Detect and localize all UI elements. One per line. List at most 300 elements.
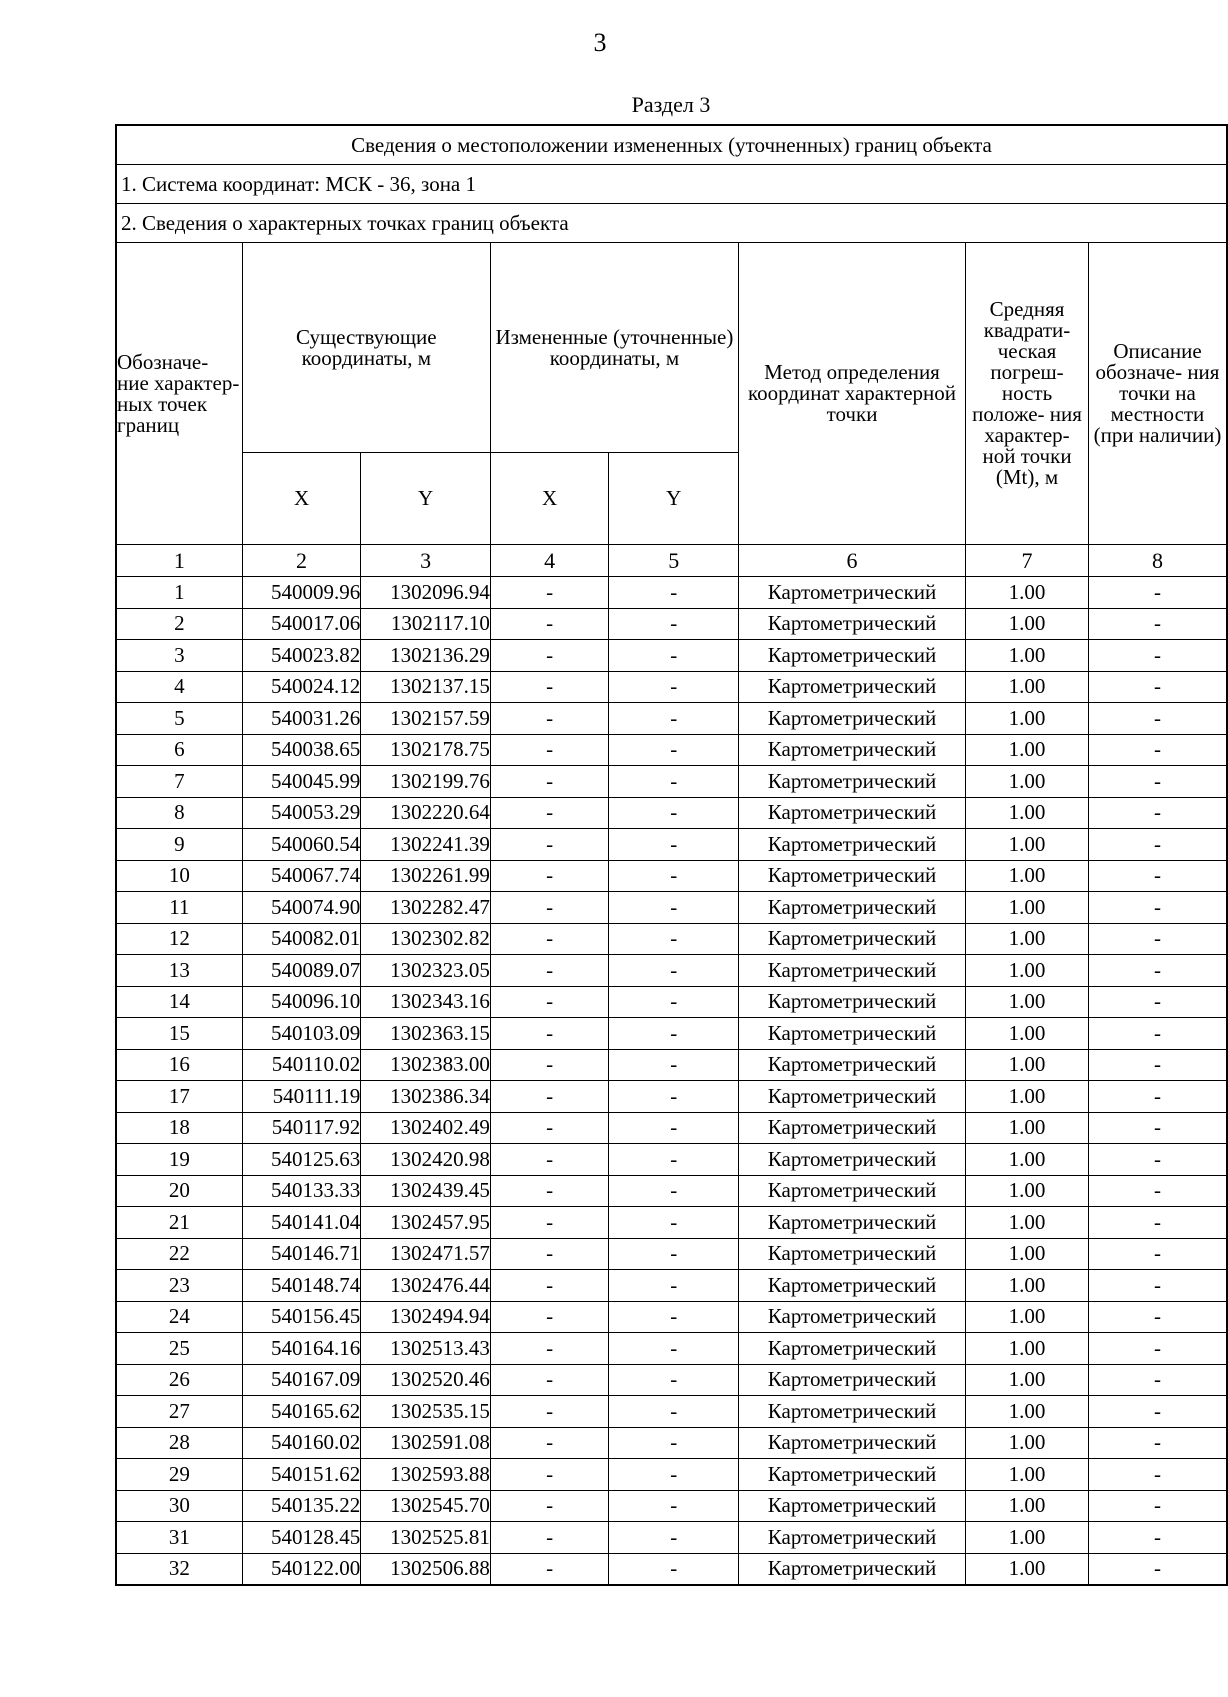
cell-description: - <box>1088 1112 1227 1144</box>
cell-changed-y: - <box>609 892 739 924</box>
cell-existing-y: 1302476.44 <box>361 1270 491 1302</box>
header-method: Метод определения координат характерной точки <box>738 243 965 545</box>
cell-changed-y: - <box>609 1301 739 1333</box>
cell-existing-x: 540082.01 <box>242 923 361 955</box>
cell-method: Картометрический <box>738 1049 965 1081</box>
cell-existing-y: 1302420.98 <box>361 1144 491 1176</box>
table-row <box>116 1144 1227 1176</box>
cell-existing-y: 1302136.29 <box>361 640 491 672</box>
table-row <box>116 1081 1227 1113</box>
cell-mean-error: 1.00 <box>966 577 1089 609</box>
section-title: Раздел 3 <box>631 92 711 117</box>
header-designation: Обозначе- ние характер- ных точек границ <box>116 243 242 545</box>
cell-point-number: 28 <box>116 1427 242 1459</box>
cell-mean-error: 1.00 <box>966 1238 1089 1270</box>
cell-changed-y: - <box>609 608 739 640</box>
cell-changed-x: - <box>490 860 609 892</box>
cell-point-number: 24 <box>116 1301 242 1333</box>
cell-changed-x: - <box>490 1049 609 1081</box>
cell-method: Картометрический <box>738 1522 965 1554</box>
cell-existing-y: 1302593.88 <box>361 1459 491 1491</box>
cell-method: Картометрический <box>738 1490 965 1522</box>
cell-description: - <box>1088 1175 1227 1207</box>
cell-existing-y: 1302302.82 <box>361 923 491 955</box>
table-row <box>116 703 1227 735</box>
cell-method: Картометрический <box>738 860 965 892</box>
table-row <box>116 1459 1227 1491</box>
cell-existing-x: 540148.74 <box>242 1270 361 1302</box>
cell-existing-y: 1302178.75 <box>361 734 491 766</box>
cell-changed-x: - <box>490 703 609 735</box>
cell-changed-y: - <box>609 671 739 703</box>
cell-method: Картометрический <box>738 829 965 861</box>
page-number: 3 <box>593 28 607 57</box>
table-row <box>116 955 1227 987</box>
cell-existing-x: 540024.12 <box>242 671 361 703</box>
cell-changed-x: - <box>490 671 609 703</box>
cell-existing-x: 540110.02 <box>242 1049 361 1081</box>
cell-mean-error: 1.00 <box>966 1270 1089 1302</box>
cell-changed-y: - <box>609 1049 739 1081</box>
column-number: 3 <box>361 545 491 577</box>
cell-point-number: 6 <box>116 734 242 766</box>
cell-point-number: 13 <box>116 955 242 987</box>
cell-description: - <box>1088 1049 1227 1081</box>
table-row <box>116 671 1227 703</box>
cell-point-number: 2 <box>116 608 242 640</box>
cell-method: Картометрический <box>738 955 965 987</box>
cell-mean-error: 1.00 <box>966 1207 1089 1239</box>
table-row <box>116 892 1227 924</box>
column-number: 1 <box>116 545 242 577</box>
cell-method: Картометрический <box>738 1427 965 1459</box>
cell-changed-x: - <box>490 1522 609 1554</box>
cell-existing-x: 540133.33 <box>242 1175 361 1207</box>
cell-changed-y: - <box>609 955 739 987</box>
cell-description: - <box>1088 1522 1227 1554</box>
cell-existing-y: 1302323.05 <box>361 955 491 987</box>
cell-changed-x: - <box>490 734 609 766</box>
cell-mean-error: 1.00 <box>966 1144 1089 1176</box>
cell-method: Картометрический <box>738 1364 965 1396</box>
cell-changed-y: - <box>609 734 739 766</box>
cell-existing-y: 1302096.94 <box>361 577 491 609</box>
header-changed-coords: Измененные (уточненные) координаты, м <box>490 243 738 453</box>
cell-existing-x: 540135.22 <box>242 1490 361 1522</box>
cell-existing-x: 540160.02 <box>242 1427 361 1459</box>
cell-description: - <box>1088 986 1227 1018</box>
table-row <box>116 640 1227 672</box>
cell-method: Картометрический <box>738 986 965 1018</box>
cell-mean-error: 1.00 <box>966 671 1089 703</box>
cell-existing-y: 1302220.64 <box>361 797 491 829</box>
cell-changed-x: - <box>490 797 609 829</box>
cell-changed-y: - <box>609 860 739 892</box>
cell-point-number: 31 <box>116 1522 242 1554</box>
cell-point-number: 27 <box>116 1396 242 1428</box>
cell-existing-x: 540017.06 <box>242 608 361 640</box>
cell-existing-x: 540164.16 <box>242 1333 361 1365</box>
cell-changed-y: - <box>609 1490 739 1522</box>
cell-description: - <box>1088 860 1227 892</box>
cell-changed-x: - <box>490 766 609 798</box>
cell-description: - <box>1088 1301 1227 1333</box>
cell-description: - <box>1088 577 1227 609</box>
cell-mean-error: 1.00 <box>966 892 1089 924</box>
cell-point-number: 18 <box>116 1112 242 1144</box>
cell-mean-error: 1.00 <box>966 1301 1089 1333</box>
column-number: 7 <box>966 545 1089 577</box>
cell-description: - <box>1088 608 1227 640</box>
cell-mean-error: 1.00 <box>966 797 1089 829</box>
cell-point-number: 26 <box>116 1364 242 1396</box>
cell-point-number: 4 <box>116 671 242 703</box>
cell-method: Картометрический <box>738 608 965 640</box>
cell-description: - <box>1088 797 1227 829</box>
cell-changed-y: - <box>609 1175 739 1207</box>
cell-changed-x: - <box>490 923 609 955</box>
cell-existing-y: 1302241.39 <box>361 829 491 861</box>
cell-method: Картометрический <box>738 892 965 924</box>
cell-description: - <box>1088 1333 1227 1365</box>
table-row <box>116 829 1227 861</box>
table-row <box>116 1207 1227 1239</box>
cell-mean-error: 1.00 <box>966 1364 1089 1396</box>
cell-method: Картометрический <box>738 577 965 609</box>
cell-description: - <box>1088 640 1227 672</box>
cell-description: - <box>1088 892 1227 924</box>
cell-method: Картометрический <box>738 1396 965 1428</box>
cell-changed-y: - <box>609 1270 739 1302</box>
cell-method: Картометрический <box>738 923 965 955</box>
cell-description: - <box>1088 923 1227 955</box>
table-row <box>116 1301 1227 1333</box>
cell-description: - <box>1088 1270 1227 1302</box>
cell-mean-error: 1.00 <box>966 1018 1089 1050</box>
table-row <box>116 1490 1227 1522</box>
cell-mean-error: 1.00 <box>966 1459 1089 1491</box>
cell-point-number: 23 <box>116 1270 242 1302</box>
cell-mean-error: 1.00 <box>966 1112 1089 1144</box>
cell-existing-y: 1302199.76 <box>361 766 491 798</box>
cell-mean-error: 1.00 <box>966 1081 1089 1113</box>
cell-existing-x: 540103.09 <box>242 1018 361 1050</box>
table-row <box>116 1238 1227 1270</box>
cell-mean-error: 1.00 <box>966 703 1089 735</box>
cell-point-number: 14 <box>116 986 242 1018</box>
cell-changed-y: - <box>609 1081 739 1113</box>
cell-changed-y: - <box>609 1333 739 1365</box>
cell-existing-y: 1302363.15 <box>361 1018 491 1050</box>
cell-existing-y: 1302261.99 <box>361 860 491 892</box>
cell-existing-y: 1302157.59 <box>361 703 491 735</box>
cell-changed-x: - <box>490 1364 609 1396</box>
cell-existing-y: 1302525.81 <box>361 1522 491 1554</box>
cell-point-number: 9 <box>116 829 242 861</box>
header-changed-x: X <box>490 453 609 545</box>
cell-changed-x: - <box>490 1427 609 1459</box>
cell-changed-x: - <box>490 1553 609 1585</box>
cell-changed-x: - <box>490 1207 609 1239</box>
cell-existing-y: 1302343.16 <box>361 986 491 1018</box>
cell-changed-y: - <box>609 797 739 829</box>
table-row <box>116 577 1227 609</box>
cell-changed-x: - <box>490 1490 609 1522</box>
cell-point-number: 11 <box>116 892 242 924</box>
cell-point-number: 20 <box>116 1175 242 1207</box>
cell-mean-error: 1.00 <box>966 923 1089 955</box>
cell-changed-y: - <box>609 1144 739 1176</box>
cell-description: - <box>1088 734 1227 766</box>
cell-mean-error: 1.00 <box>966 1427 1089 1459</box>
cell-mean-error: 1.00 <box>966 1175 1089 1207</box>
cell-changed-x: - <box>490 1459 609 1491</box>
cell-point-number: 19 <box>116 1144 242 1176</box>
cell-existing-x: 540151.62 <box>242 1459 361 1491</box>
cell-existing-x: 540117.92 <box>242 1112 361 1144</box>
cell-mean-error: 1.00 <box>966 986 1089 1018</box>
header-mean-error: Средняя квадрати- ческая погреш- ность положе- ния характер- ной точки (Mt), м <box>966 243 1089 545</box>
cell-existing-y: 1302402.49 <box>361 1112 491 1144</box>
table-row <box>116 1018 1227 1050</box>
table-row <box>116 1364 1227 1396</box>
cell-changed-y: - <box>609 1396 739 1428</box>
cell-existing-y: 1302591.08 <box>361 1427 491 1459</box>
cell-description: - <box>1088 1459 1227 1491</box>
cell-method: Картометрический <box>738 797 965 829</box>
header-changed-y: Y <box>609 453 739 545</box>
table-title: Сведения о местоположении измененных (уточненных) границ объекта <box>116 125 1227 165</box>
cell-changed-x: - <box>490 1175 609 1207</box>
cell-description: - <box>1088 703 1227 735</box>
cell-point-number: 25 <box>116 1333 242 1365</box>
cell-mean-error: 1.00 <box>966 1333 1089 1365</box>
cell-description: - <box>1088 1018 1227 1050</box>
cell-method: Картометрический <box>738 1238 965 1270</box>
table-row <box>116 860 1227 892</box>
column-number: 6 <box>738 545 965 577</box>
cell-point-number: 21 <box>116 1207 242 1239</box>
cell-point-number: 3 <box>116 640 242 672</box>
cell-changed-y: - <box>609 1459 739 1491</box>
cell-point-number: 22 <box>116 1238 242 1270</box>
cell-method: Картометрический <box>738 1333 965 1365</box>
table-row <box>116 734 1227 766</box>
cell-changed-y: - <box>609 703 739 735</box>
cell-method: Картометрический <box>738 766 965 798</box>
cell-changed-x: - <box>490 829 609 861</box>
boundary-points-table <box>115 124 1228 1586</box>
cell-existing-y: 1302545.70 <box>361 1490 491 1522</box>
cell-existing-x: 540067.74 <box>242 860 361 892</box>
cell-existing-x: 540111.19 <box>242 1081 361 1113</box>
cell-point-number: 32 <box>116 1553 242 1585</box>
cell-existing-x: 540009.96 <box>242 577 361 609</box>
cell-changed-x: - <box>490 1238 609 1270</box>
cell-method: Картометрический <box>738 1081 965 1113</box>
header-description: Описание обозначе- ния точки на местности (при наличии) <box>1088 243 1227 545</box>
cell-changed-y: - <box>609 986 739 1018</box>
cell-existing-y: 1302439.45 <box>361 1175 491 1207</box>
table-row <box>116 797 1227 829</box>
cell-changed-y: - <box>609 1427 739 1459</box>
cell-existing-y: 1302506.88 <box>361 1553 491 1585</box>
cell-method: Картометрический <box>738 1459 965 1491</box>
cell-existing-y: 1302535.15 <box>361 1396 491 1428</box>
cell-changed-x: - <box>490 1333 609 1365</box>
cell-existing-x: 540089.07 <box>242 955 361 987</box>
cell-mean-error: 1.00 <box>966 955 1089 987</box>
cell-existing-y: 1302457.95 <box>361 1207 491 1239</box>
cell-changed-y: - <box>609 1207 739 1239</box>
cell-existing-x: 540074.90 <box>242 892 361 924</box>
cell-mean-error: 1.00 <box>966 1522 1089 1554</box>
cell-description: - <box>1088 1396 1227 1428</box>
cell-changed-x: - <box>490 577 609 609</box>
cell-changed-y: - <box>609 1553 739 1585</box>
cell-method: Картометрический <box>738 1112 965 1144</box>
cell-existing-x: 540096.10 <box>242 986 361 1018</box>
cell-method: Картометрический <box>738 1553 965 1585</box>
cell-existing-y: 1302471.57 <box>361 1238 491 1270</box>
cell-description: - <box>1088 1553 1227 1585</box>
cell-existing-y: 1302386.34 <box>361 1081 491 1113</box>
cell-point-number: 15 <box>116 1018 242 1050</box>
cell-changed-y: - <box>609 640 739 672</box>
table-row <box>116 1333 1227 1365</box>
cell-changed-y: - <box>609 577 739 609</box>
table-row <box>116 1553 1227 1585</box>
table-row <box>116 1522 1227 1554</box>
cell-point-number: 29 <box>116 1459 242 1491</box>
coordinate-system: 1. Система координат: МСК - 36, зона 1 <box>116 165 1227 204</box>
cell-method: Картометрический <box>738 1144 965 1176</box>
cell-point-number: 30 <box>116 1490 242 1522</box>
cell-method: Картометрический <box>738 640 965 672</box>
points-info-title: 2. Сведения о характерных точках границ объекта <box>116 204 1227 243</box>
cell-changed-y: - <box>609 1364 739 1396</box>
table-row <box>116 923 1227 955</box>
cell-method: Картометрический <box>738 1175 965 1207</box>
cell-method: Картометрический <box>738 671 965 703</box>
cell-existing-y: 1302494.94 <box>361 1301 491 1333</box>
cell-existing-x: 540023.82 <box>242 640 361 672</box>
cell-changed-x: - <box>490 1081 609 1113</box>
table-row <box>116 986 1227 1018</box>
cell-changed-y: - <box>609 923 739 955</box>
column-number: 4 <box>490 545 609 577</box>
cell-changed-x: - <box>490 640 609 672</box>
cell-description: - <box>1088 829 1227 861</box>
table-row <box>116 1112 1227 1144</box>
cell-changed-y: - <box>609 1238 739 1270</box>
cell-point-number: 17 <box>116 1081 242 1113</box>
cell-existing-x: 540038.65 <box>242 734 361 766</box>
cell-changed-x: - <box>490 1270 609 1302</box>
cell-description: - <box>1088 766 1227 798</box>
cell-point-number: 10 <box>116 860 242 892</box>
cell-existing-x: 540167.09 <box>242 1364 361 1396</box>
cell-changed-x: - <box>490 986 609 1018</box>
cell-existing-x: 540053.29 <box>242 797 361 829</box>
cell-mean-error: 1.00 <box>966 829 1089 861</box>
cell-description: - <box>1088 1364 1227 1396</box>
cell-changed-x: - <box>490 892 609 924</box>
cell-point-number: 7 <box>116 766 242 798</box>
cell-existing-y: 1302520.46 <box>361 1364 491 1396</box>
cell-point-number: 8 <box>116 797 242 829</box>
cell-point-number: 5 <box>116 703 242 735</box>
cell-method: Картометрический <box>738 1018 965 1050</box>
cell-changed-x: - <box>490 1144 609 1176</box>
cell-existing-y: 1302117.10 <box>361 608 491 640</box>
cell-description: - <box>1088 671 1227 703</box>
header-existing-y: Y <box>361 453 491 545</box>
cell-mean-error: 1.00 <box>966 1049 1089 1081</box>
cell-existing-x: 540146.71 <box>242 1238 361 1270</box>
cell-changed-x: - <box>490 608 609 640</box>
cell-mean-error: 1.00 <box>966 766 1089 798</box>
cell-existing-y: 1302383.00 <box>361 1049 491 1081</box>
cell-existing-x: 540156.45 <box>242 1301 361 1333</box>
cell-description: - <box>1088 1238 1227 1270</box>
table-row <box>116 608 1227 640</box>
cell-existing-x: 540165.62 <box>242 1396 361 1428</box>
cell-existing-x: 540045.99 <box>242 766 361 798</box>
cell-existing-x: 540060.54 <box>242 829 361 861</box>
cell-method: Картометрический <box>738 1270 965 1302</box>
cell-existing-x: 540128.45 <box>242 1522 361 1554</box>
cell-description: - <box>1088 1490 1227 1522</box>
cell-method: Картометрический <box>738 734 965 766</box>
cell-mean-error: 1.00 <box>966 1553 1089 1585</box>
cell-mean-error: 1.00 <box>966 608 1089 640</box>
column-number: 5 <box>609 545 739 577</box>
cell-existing-y: 1302513.43 <box>361 1333 491 1365</box>
column-number: 8 <box>1088 545 1227 577</box>
cell-existing-x: 540122.00 <box>242 1553 361 1585</box>
cell-description: - <box>1088 1207 1227 1239</box>
cell-existing-y: 1302137.15 <box>361 671 491 703</box>
cell-description: - <box>1088 1427 1227 1459</box>
table-row <box>116 766 1227 798</box>
cell-description: - <box>1088 1144 1227 1176</box>
cell-changed-x: - <box>490 1018 609 1050</box>
table-row <box>116 1049 1227 1081</box>
table-row <box>116 1427 1227 1459</box>
table-row <box>116 1175 1227 1207</box>
cell-changed-x: - <box>490 1301 609 1333</box>
cell-existing-x: 540141.04 <box>242 1207 361 1239</box>
cell-mean-error: 1.00 <box>966 1490 1089 1522</box>
cell-method: Картометрический <box>738 1301 965 1333</box>
cell-mean-error: 1.00 <box>966 640 1089 672</box>
cell-mean-error: 1.00 <box>966 1396 1089 1428</box>
cell-existing-x: 540125.63 <box>242 1144 361 1176</box>
cell-method: Картометрический <box>738 703 965 735</box>
table-row <box>116 1396 1227 1428</box>
column-number: 2 <box>242 545 361 577</box>
cell-changed-y: - <box>609 1018 739 1050</box>
cell-changed-y: - <box>609 766 739 798</box>
cell-changed-y: - <box>609 1112 739 1144</box>
cell-changed-y: - <box>609 829 739 861</box>
cell-changed-x: - <box>490 1396 609 1428</box>
cell-existing-x: 540031.26 <box>242 703 361 735</box>
cell-point-number: 16 <box>116 1049 242 1081</box>
table-row <box>116 1270 1227 1302</box>
cell-description: - <box>1088 955 1227 987</box>
